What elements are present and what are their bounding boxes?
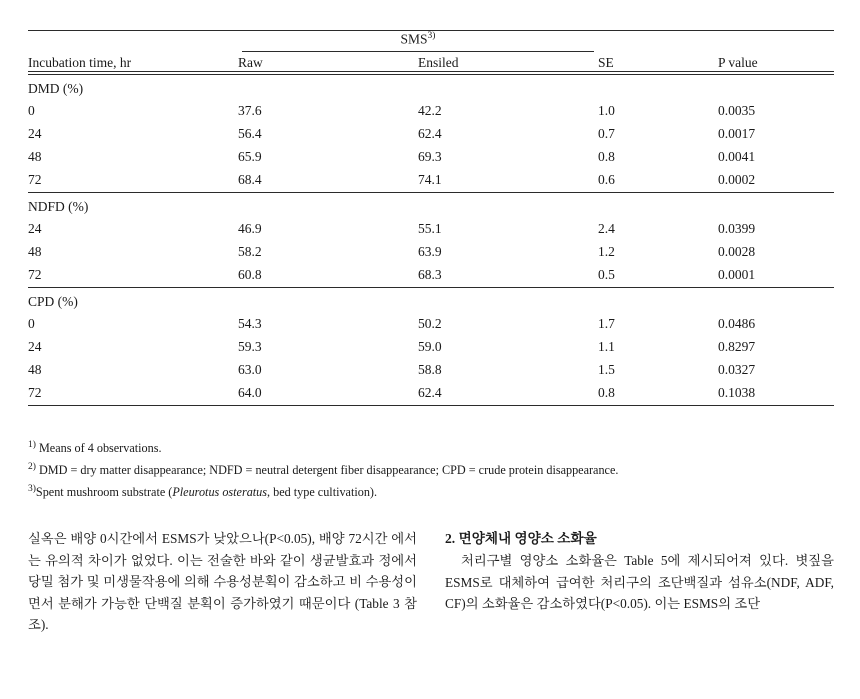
table-footnotes — [28, 437, 834, 503]
cell-p-value: 0.0041 — [718, 149, 756, 164]
cell-p-value: 0.0399 — [718, 221, 756, 236]
cell-se: 1.0 — [598, 103, 615, 118]
cell-se: 0.7 — [598, 126, 615, 141]
cell-p-value: 0.0002 — [718, 172, 756, 187]
header-sms-sup: 3) — [427, 31, 436, 41]
table-header-row-1 — [28, 31, 834, 55]
body-column-left — [28, 528, 417, 636]
body-columns — [28, 528, 834, 636]
table-row — [28, 264, 834, 288]
table-section-header — [28, 76, 834, 100]
header-raw: Raw — [238, 54, 263, 70]
results-table-container — [28, 30, 834, 407]
section-title: NDFD (%) — [28, 198, 89, 214]
cell-ensiled: 74.1 — [418, 172, 442, 187]
header-ensiled: Ensiled — [418, 54, 459, 70]
cell-raw: 56.4 — [238, 126, 262, 141]
cell-raw: 58.2 — [238, 244, 262, 259]
left-paragraph: 실옥은 배양 0시간에서 ESMS가 낮았으나(P<0.05), 배양 72시간 에서는 유의적 차이가 없었다. 이는 전술한 바와 같이 생균발효과 정에서 당밀 첨가 및 미생물작용에 의해 수용성분획이 감소하고 비 수용성이면서 분해가 가능한 단백질 분획이 증가하였기 때문이다 (Table 3 참조). — [28, 531, 417, 633]
cell-p-value: 0.8297 — [718, 339, 756, 354]
header-p-value: P value — [718, 31, 834, 72]
cell-p-value: 0.0017 — [718, 126, 756, 141]
sms-group-rule — [242, 50, 594, 52]
cell-ensiled: 69.3 — [418, 149, 442, 164]
footnote-3-species: Pleurotus osteratus — [172, 485, 268, 500]
cell-se: 1.1 — [598, 339, 615, 354]
table-row — [28, 218, 834, 241]
cell-p-value: 0.0486 — [718, 316, 756, 331]
cell-se: 2.4 — [598, 221, 615, 236]
cell-raw: 37.6 — [238, 103, 262, 118]
table-section-header — [28, 289, 834, 313]
footnote-1-text: Means of 4 observations. — [38, 441, 162, 456]
cell-time: 0 — [28, 316, 35, 331]
cell-time: 72 — [28, 172, 42, 187]
table-row — [28, 382, 834, 406]
cell-p-value: 0.1038 — [718, 385, 756, 400]
cell-se: 0.8 — [598, 385, 615, 400]
cell-p-value: 0.0028 — [718, 244, 756, 259]
table-row — [28, 123, 834, 146]
cell-se: 0.6 — [598, 172, 615, 187]
cell-se: 1.5 — [598, 362, 615, 377]
footnote-3-mark: 3) — [28, 484, 36, 495]
cell-time: 48 — [28, 244, 42, 259]
cell-time: 72 — [28, 267, 42, 282]
header-sms-group: SMS$^{3)}$ — [238, 31, 598, 55]
cell-raw: 46.9 — [238, 221, 262, 236]
results-table — [28, 30, 834, 407]
cell-se: 0.8 — [598, 149, 615, 164]
cell-ensiled: 62.4 — [418, 385, 442, 400]
section-title: DMD (%) — [28, 80, 84, 96]
cell-ensiled: 63.9 — [418, 244, 442, 259]
footnote-3-text-before: Spent mushroom substrate ( — [35, 485, 173, 500]
header-se: SE — [598, 31, 718, 72]
cell-raw: 65.9 — [238, 149, 262, 164]
footnote-1-mark: 1) — [28, 440, 36, 450]
cell-time: 0 — [28, 103, 35, 118]
cell-ensiled: 68.3 — [418, 267, 442, 282]
cell-raw: 60.8 — [238, 267, 262, 282]
header-incubation-time: Incubation time, hr — [28, 31, 238, 72]
table-bottom-rule — [28, 405, 834, 407]
cell-ensiled: 58.8 — [418, 362, 442, 377]
cell-raw: 54.3 — [238, 316, 262, 331]
footnote-3 — [28, 481, 834, 503]
cell-p-value: 0.0327 — [718, 362, 756, 377]
cell-time: 24 — [28, 339, 42, 354]
footnote-1 — [28, 437, 834, 459]
table-row — [28, 313, 834, 336]
cell-time: 24 — [28, 221, 42, 236]
footnote-2-mark: 2) — [28, 462, 36, 473]
footnote-2-text: DMD = dry matter disappearance; NDFD = neutral detergent fiber disappearance; CPD = crude protein disappearance. — [38, 463, 619, 478]
cell-raw: 68.4 — [238, 172, 262, 187]
cell-p-value: 0.0001 — [718, 267, 756, 282]
right-section-heading: 2. 면양체내 영양소 소화율 — [445, 531, 597, 546]
cell-time: 72 — [28, 385, 42, 400]
body-column-right — [445, 528, 834, 636]
footnote-2 — [28, 459, 834, 481]
cell-ensiled: 59.0 — [418, 339, 442, 354]
cell-ensiled: 62.4 — [418, 126, 442, 141]
cell-raw: 59.3 — [238, 339, 262, 354]
cell-time: 48 — [28, 149, 42, 164]
cell-se: 1.2 — [598, 244, 615, 259]
section-title: CPD (%) — [28, 293, 78, 309]
right-paragraph: 처리구별 영양소 소화율은 Table 5에 제시되어져 있다. 볏짚을 ESMS로 대체하여 급여한 처리구의 조단백질과 섬유소(NDF, ADF, CF)의 소화율은 감소하였다(P<0.05). 이는 ESMS의 조단 — [445, 553, 834, 612]
cell-ensiled: 50.2 — [418, 316, 442, 331]
cell-se: 1.7 — [598, 316, 615, 331]
table-section-header — [28, 194, 834, 218]
table-row — [28, 241, 834, 264]
table-row — [28, 169, 834, 193]
table-row — [28, 336, 834, 359]
footnote-3-text-after: , bed type cultivation). — [267, 485, 378, 500]
cell-raw: 64.0 — [238, 385, 262, 400]
table-row — [28, 146, 834, 169]
cell-ensiled: 42.2 — [418, 103, 442, 118]
cell-se: 0.5 — [598, 267, 615, 282]
table-row — [28, 100, 834, 123]
cell-time: 48 — [28, 362, 42, 377]
cell-ensiled: 55.1 — [418, 221, 442, 236]
cell-time: 24 — [28, 126, 42, 141]
table-row — [28, 359, 834, 382]
cell-p-value: 0.0035 — [718, 103, 756, 118]
cell-raw: 63.0 — [238, 362, 262, 377]
